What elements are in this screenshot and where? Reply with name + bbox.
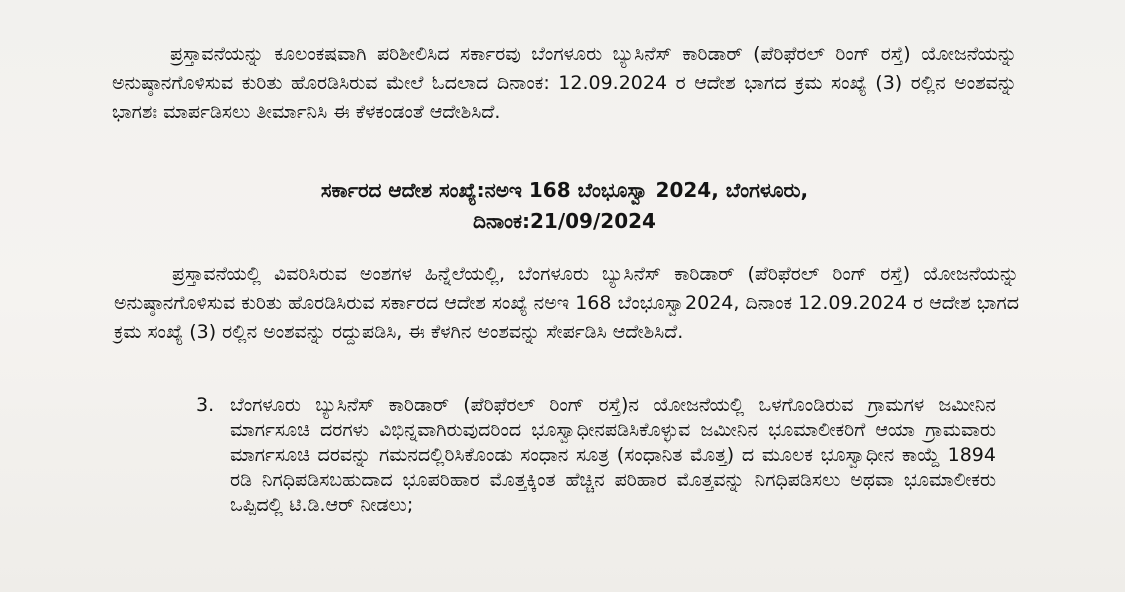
list-item-text: ಬೆಂಗಳೂರು ಬ್ಯುಸಿನೆಸ್ ಕಾರಿಡಾರ್ (ಪೆರಿಫೆರಲ್ ರಿಂಗ್ ರಸ್ತೆ)ನ ಯೋಜನೆಯಲ್ಲಿ ಒಳಗೊಂಡಿರುವ ಗ್ರಾಮಗಳ ಜಮೀನಿನ ಮಾರ್ಗಸೂಚಿ ದರಗಳು ವಿಭಿನ್ನವಾಗಿರುವುದರಿಂದ ಭೂಸ್ವಾಧೀನಪಡಿಸಿಕೊಳ್ಳುವ ಜಮೀನಿನ ಭೂಮಾಲೀಕರಿಗೆ ಆಯಾ ಗ್ರಾಮವಾರು ಮಾರ್ಗಸೂಚಿ ದರವನ್ನು ಗಮನದಲ್ಲಿರಿಸಿಕೊಂಡು ಸಂಧಾನ ಸೂತ್ರ (ಸಂಧಾನಿತ ಮೊತ್ತ) ದ ಮೂಲಕ ಭೂಸ್ವಾಧೀನ ಕಾಯ್ದೆ 1894 ರಡಿ ನಿಗಧಿಪಡಿಸಬಹುದಾದ ಭೂಪರಿಹಾರ ಮೊತ್ತಕ್ಕಿಂತ ಹೆಚ್ಚಿನ ಪರಿಹಾರ ಮೊತ್ತವನ್ನು ನಿಗಧಿಪಡಿಸಲು ಅಥವಾ ಭೂಮಾಲೀಕರು ಒಪ್ಪಿದಲ್ಲಿ ಟಿ.ಡಿ.ಆರ್ ನೀಡಲು; [230, 394, 996, 516]
preamble-text: ಪ್ರಸ್ತಾವನೆಯನ್ನು ಕೂಲಂಕಷವಾಗಿ ಪರಿಶೀಲಿಸಿದ ಸರ್ಕಾರವು ಬೆಂಗಳೂರು ಬ್ಯುಸಿನೆಸ್ ಕಾರಿಡಾರ್ (ಪೆರಿಫೆರಲ್ ರಿಂಗ್ ರಸ್ತೆ) ಯೋಜನೆಯನ್ನು ಅನುಷ್ಠಾನಗೊಳಿಸುವ ಕುರಿತು ಹೊರಡಿಸಿರುವ ಮೇಲೆ ಓದಲಾದ ದಿನಾಂಕ: 12.09.2024 ರ ಆದೇಶ ಭಾಗದ ಕ್ರಮ ಸಂಖ್ಯೆ (3) ರಲ್ಲಿನ ಅಂಶವನ್ನು ಭಾಗಶಃ ಮಾರ್ಪಡಿಸಲು ತೀರ್ಮಾನಿಸಿ ಈ ಕೆಳಕಂಡಂತೆ ಆದೇಶಿಸಿದೆ. [112, 43, 1017, 123]
list-item-3 [196, 393, 996, 518]
preamble-paragraph [112, 40, 1017, 127]
list-item-number: 3. [196, 394, 215, 416]
order-paragraph-text: ಪ್ರಸ್ತಾವನೆಯಲ್ಲಿ ವಿವರಿಸಿರುವ ಅಂಶಗಳ ಹಿನ್ನೆಲೆಯಲ್ಲಿ, ಬೆಂಗಳೂರು ಬ್ಯುಸಿನೆಸ್ ಕಾರಿಡಾರ್ (ಪೆರಿಫೆರಲ್ ರಿಂಗ್ ರಸ್ತೆ) ಯೋಜನೆಯನ್ನು ಅನುಷ್ಠಾನಗೊಳಿಸುವ ಕುರಿತು ಹೊರಡಿಸಿರುವ ಸರ್ಕಾರದ ಆದೇಶ ಸಂಖ್ಯೆ ನಅಇ 168 ಬೆಂಭೂಸ್ವಾ2024, ದಿನಾಂಕ 12.09.2024 ರ ಆದೇಶ ಭಾಗದ ಕ್ರಮ ಸಂಖ್ಯೆ (3) ರಲ್ಲಿನ ಅಂಶವನ್ನು ರದ್ದುಪಡಿಸಿ, ಈ ಕೆಳಗಿನ ಅಂಶವನ್ನು ಸೇರ್ಪಡಿಸಿ ಆದೇಶಿಸಿದೆ. [114, 263, 1019, 343]
order-date: ದಿನಾಂಕ:21/09/2024 [473, 209, 656, 233]
order-heading: ಸರ್ಕಾರದ ಆದೇಶ ಸಂಖ್ಯೆ:ನಅಇ 168 ಬೆಂಭೂಸ್ವಾ 2024, ಬೆಂಗಳೂರು, [320, 178, 809, 202]
order-paragraph [114, 260, 1019, 347]
